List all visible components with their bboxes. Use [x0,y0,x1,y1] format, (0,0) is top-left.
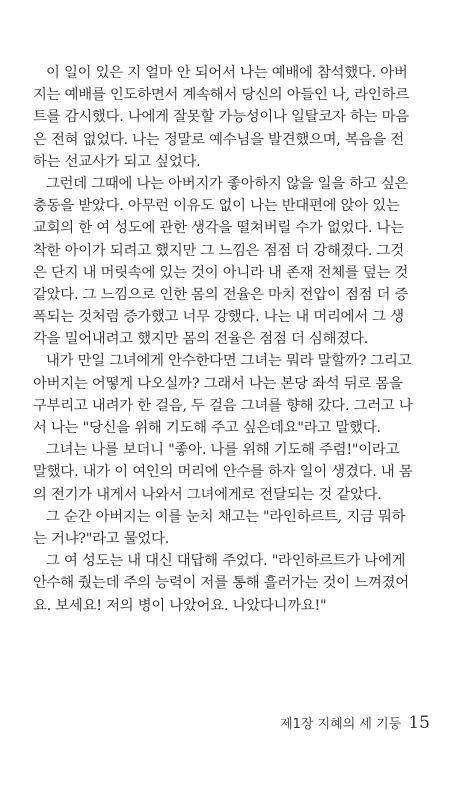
text-line: 교회의 한 여 성도에 관한 생각을 떨쳐버릴 수가 없었다. 나는 [33,220,404,237]
text-line: 요. 보세요! 저의 병이 나았어요. 나았다니까요!" [33,597,327,614]
text-line: 는 거냐?"라고 물었다. [33,530,170,547]
text-line: 은 전혀 없었다. 나는 정말로 예수님을 발견했으며, 복음을 전 [33,131,404,148]
chapter-title: 제1장 지혜의 세 기둥 [280,717,402,732]
text-line: 아버지는 어떻게 나오실까? 그래서 나는 본당 좌석 뒤로 몸을 [33,375,403,392]
text-line: 말했다. 내가 이 여인의 머리에 안수를 하자 일이 생겼다. 내 몸 [33,464,413,481]
text-line: 그 순간 아버지는 이를 눈치 채고는 "라인하르트, 지금 뭐하 [33,508,406,525]
text-line: 서 나는 "당신을 위해 기도해 주고 싶은데요"라고 말했다. [33,420,381,436]
text-line: 착한 아이가 되려고 했지만 그 느낌은 점점 더 강해졌다. 그것 [33,242,404,259]
text-line: 이 일이 있은 지 얼마 안 되어서 나는 예배에 참석했다. 아버 [33,65,408,81]
text-line: 은 단지 내 머릿속에 있는 것이 아니라 내 존재 전체를 덮는 것 [33,264,409,281]
text-line: 의 전기가 내게서 나와서 그녀에게로 전달되는 것 같았다. [33,486,382,503]
text-line: 그런데 그때에 나는 아버지가 좋아하지 않을 일을 하고 싶은 [33,175,409,192]
text-line: 각을 밀어내려고 했지만 몸의 전율은 점점 더 심해졌다. [33,331,368,348]
text-line: 지는 예배를 인도하면서 계속해서 당신의 아들인 나, 라인하르 [33,87,409,104]
page-number: 15 [408,713,430,733]
body-text [33,62,438,617]
text-line: 그녀는 나를 보더니 "좋아. 나를 위해 기도해 주렴!"이라고 [33,442,400,459]
text-line: 폭되는 것처럼 증가했고 너무 강했다. 나는 내 머리에서 그 생 [33,309,404,326]
text-line: 내가 만일 그녀에게 안수한다면 그녀는 뭐라 말할까? 그리고 [33,353,412,370]
text-line: 트를 감시했다. 나에게 잘못할 가능성이나 일탈코자 하는 마음 [33,109,409,126]
text-line: 구부리고 내려가 한 걸음, 두 걸음 그녀를 향해 갔다. 그러고 나 [33,397,413,414]
text-line: 그 여 성도는 내 대신 대답해 주었다. "라인하르트가 나에게 [33,553,406,570]
text-line: 안수해 줬는데 주의 능력이 저를 통해 흘러가는 것이 느껴졌어 [33,575,409,592]
page-footer [280,713,430,733]
text-line: 충동을 받았다. 아무런 이유도 없이 나는 반대편에 앉아 있는 [33,198,400,215]
text-line: 같았다. 그 느낌으로 인한 몸의 전율은 마치 전압이 점점 더 증 [33,286,409,303]
text-line: 하는 선교사가 되고 싶었다. [33,153,201,170]
